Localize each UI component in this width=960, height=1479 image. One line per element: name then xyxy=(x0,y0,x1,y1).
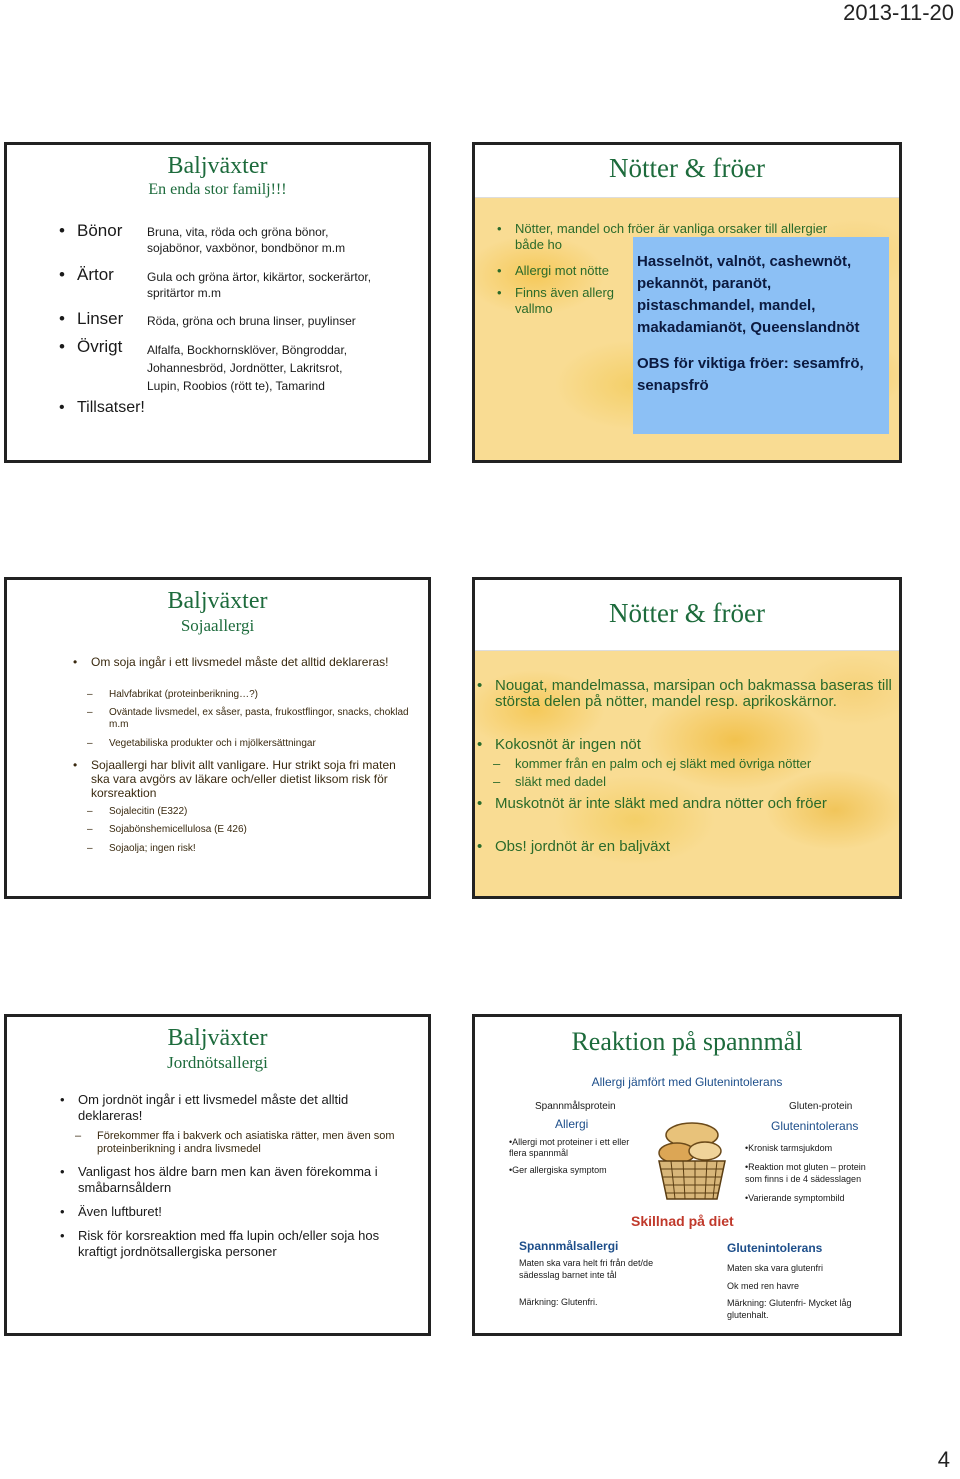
bottom-right-text-2: Ok med ren havre xyxy=(727,1281,800,1291)
slide-title: Nötter & fröer xyxy=(609,153,765,183)
right-head: Glutenintolerans xyxy=(771,1119,859,1133)
nut-bullet-4: • Obs! jordnöt är en baljväxt xyxy=(495,838,670,855)
comparison-heading: Allergi jämfört med Glutenintolerans xyxy=(591,1075,783,1089)
soja-sub-5: – Sojabönshemicellulosa (E 426) xyxy=(109,824,247,835)
nut-bullet-3: • Muskotnöt är inte släkt med andra nötter och fröer xyxy=(495,796,885,812)
desc-ovrigt: Alfalfa, Bockhornsklöver, Böngroddar, Johannesbröd, Jordnötter, Lakritsrot, Lupin, Roobios (rött te), Tamarind xyxy=(147,343,348,393)
nut-sub-1: – kommer från en palm och ej släkt med övriga nötter xyxy=(515,756,811,771)
slide-subtitle: En enda stor familj!!! xyxy=(148,181,287,198)
slide-jordnotsallergi xyxy=(4,1014,431,1336)
jord-bullet-2: • Vanligast hos äldre barn men kan även förekomma i småbarnsåldern xyxy=(78,1164,398,1196)
slide-title: Baljväxter xyxy=(167,1025,268,1051)
right-item-3: •Varierande symptombild xyxy=(745,1193,845,1203)
soja-bullet-1: • Om soja ingår i ett livsmedel måste det alltid deklareras! xyxy=(91,655,391,669)
term-bonor: • Bönor xyxy=(77,221,122,241)
diet-heading: Skillnad på diet xyxy=(631,1213,734,1229)
left-item-1: •Allergi mot proteiner i ett eller flera spannmål xyxy=(509,1137,630,1158)
left-head: Allergi xyxy=(555,1117,589,1131)
bullet-2: • Allergi mot nötte xyxy=(515,263,609,278)
slide-sojaallergi xyxy=(4,577,431,899)
bullet-1: • Nötter, mandel och fröer är vanliga orsaker till allergier både ho xyxy=(515,221,855,253)
bottom-left-text: Maten ska vara helt fri från det/de sädesslag barnet inte tål xyxy=(519,1258,654,1280)
slide-subtitle: Jordnötsallergi xyxy=(167,1053,268,1072)
bottom-left-mark: Märkning: Glutenfri. xyxy=(519,1297,598,1307)
jord-bullet-1: • Om jordnöt ingår i ett livsmedel måste det alltid deklareras! xyxy=(78,1092,378,1124)
page-number: 4 xyxy=(937,1447,950,1472)
soja-bullet-2: • Sojaallergi har blivit allt vanligare. Hur strikt soja fri maten ska vara avgörs av läkare och/eller dietist liksom risk för korsreaktion xyxy=(91,758,413,800)
slide-notter-froer-2 xyxy=(472,577,902,899)
jord-bullet-4: • Risk för korsreaktion med ffa lupin och/eller soja hos kraftigt jordnötsallergiska personer xyxy=(78,1228,398,1260)
right-item-1: •Kronisk tarmsjukdom xyxy=(745,1143,833,1153)
term-tillsatser: • Tillsatser! xyxy=(77,399,145,417)
slide-title: Baljväxter xyxy=(167,588,268,614)
soja-sub-4: – Sojalecitin (E322) xyxy=(109,806,187,817)
slide-subtitle: Sojaallergi xyxy=(180,616,255,635)
bottom-right-mark: Märkning: Glutenfri- Mycket låg glutenhalt. xyxy=(727,1298,852,1320)
slide-title: Reaktion på spannmål xyxy=(571,1027,803,1056)
bottom-right-text-1: Maten ska vara glutenfri xyxy=(727,1263,824,1273)
slide-baljvaxter-familj xyxy=(4,142,431,463)
slide-reaktion-spannmal xyxy=(472,1014,902,1336)
nut-bullet-1: • Nougat, mandelmassa, marsipan och bakmassa baseras till största delen på nötter, mandel resp. aprikoskärnor. xyxy=(495,678,895,710)
soja-sub-3: – Vegetabiliska produkter och i mjölkersättningar xyxy=(109,738,409,749)
date: 2013-11-20 xyxy=(843,0,954,25)
left-item-2: •Ger allergiska symptom xyxy=(509,1165,607,1175)
nut-popup: Hasselnöt, valnöt, cashewnöt, pekannöt, paranöt, pistaschmandel, mandel, makadamianöt, Queenslandnöt OBS för viktiga fröer: sesamfrö, senapsfrö xyxy=(633,237,889,434)
desc-linser: Röda, gröna och bruna linser, puylinser xyxy=(147,314,356,328)
slide-notter-froer-1 xyxy=(472,142,902,463)
jord-bullet-3: • Även luftburet! xyxy=(78,1204,162,1219)
right-item-2: •Reaktion mot gluten – protein som finns i de 4 sädesslagen xyxy=(745,1162,866,1184)
nut-bullet-2: • Kokosnöt är ingen nöt xyxy=(495,736,641,753)
desc-bonor: Bruna, vita, röda och gröna bönor, sojabönor, vaxbönor, bondbönor m.m xyxy=(147,225,346,255)
bottom-right-head: Glutenintolerans xyxy=(727,1241,823,1255)
soja-sub-6: – Sojaolja; ingen risk! xyxy=(109,843,196,854)
bullet-3-cont: vallmo xyxy=(515,301,553,316)
bullet-3: • Finns även allerg xyxy=(515,285,614,300)
right-small: Gluten-protein xyxy=(789,1101,853,1112)
term-artor: • Ärtor xyxy=(77,265,114,285)
nut-sub-2: – släkt med dadel xyxy=(515,774,606,789)
bottom-left-head: Spannmålsallergi xyxy=(519,1239,619,1253)
desc-artor: Gula och gröna ärtor, kikärtor, sockerärtor, spritärtor m.m xyxy=(147,270,372,300)
slide-title: Baljväxter xyxy=(167,153,268,179)
soja-sub-2: – Oväntade livsmedel, ex såser, pasta, frukostflingor, snacks, choklad m.m xyxy=(109,707,409,731)
soja-sub-1: – Halvfabrikat (proteinberikning…?) xyxy=(109,689,409,700)
left-small: Spannmålsprotein xyxy=(535,1101,616,1112)
slide-title: Nötter & fröer xyxy=(609,598,765,628)
term-ovrigt: • Övrigt xyxy=(77,337,122,357)
bread-basket-icon xyxy=(647,1105,737,1205)
jord-sub-1: – Förekommer ffa i bakverk och asiatiska rätter, men även som proteinberikning i andra livsmedel xyxy=(97,1130,407,1156)
term-linser: • Linser xyxy=(77,309,123,329)
